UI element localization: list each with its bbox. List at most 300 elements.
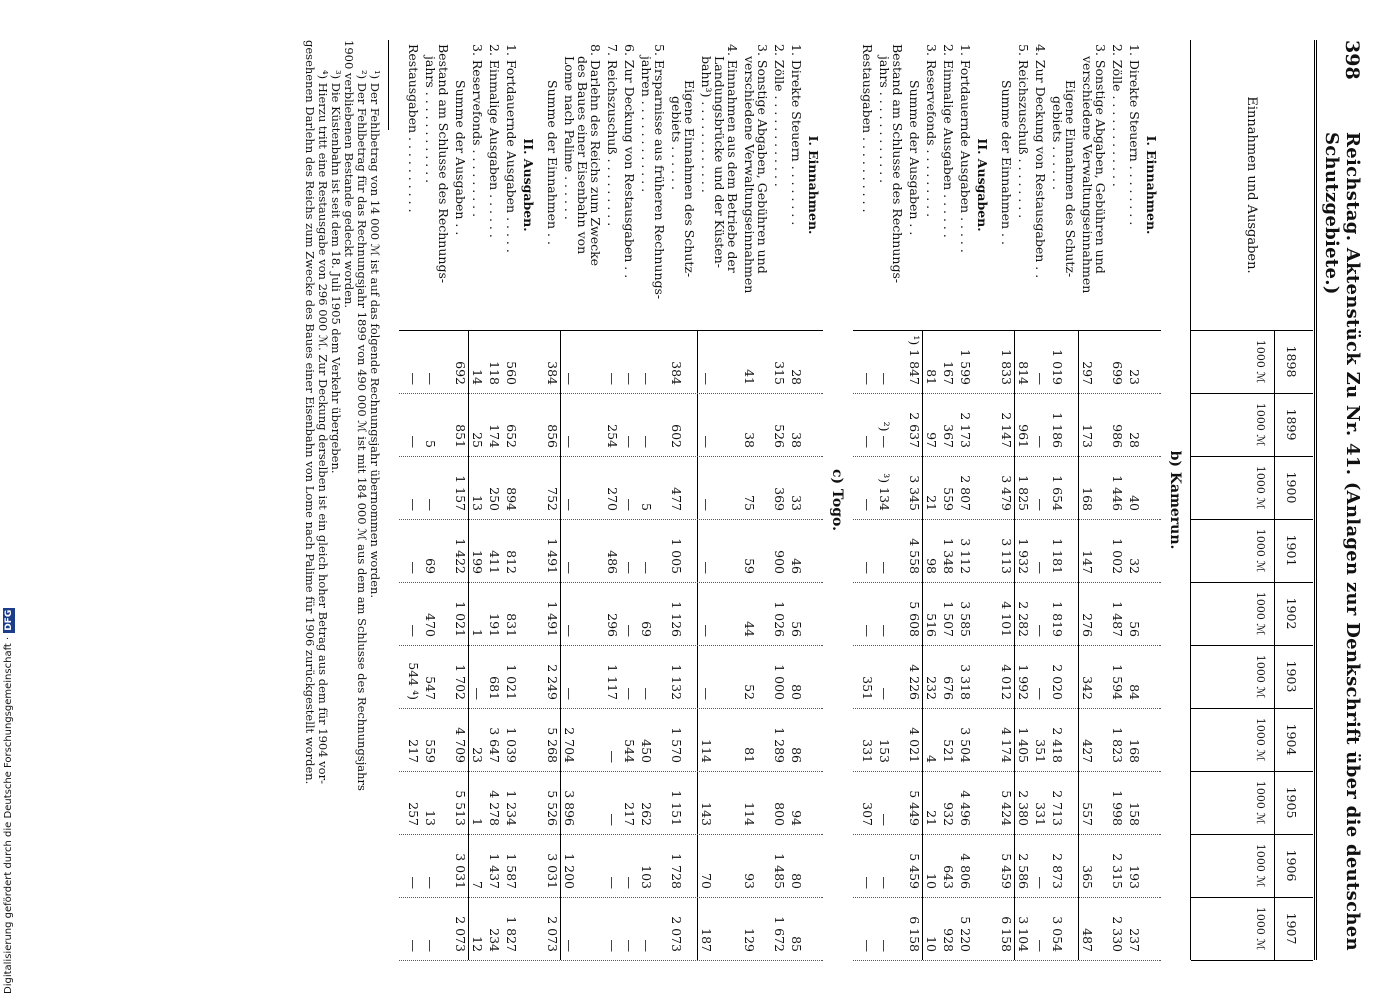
- table-cell: 129: [742, 928, 757, 952]
- table-cell: —: [406, 876, 421, 889]
- footnote-rule: [388, 40, 389, 130]
- column-rule: [853, 897, 1161, 898]
- table-cell: 307: [860, 802, 875, 826]
- column-rule: [853, 645, 1161, 646]
- header-column-rule: [1191, 519, 1313, 520]
- row-label: Summe der Ausgaben . .: [453, 80, 468, 236]
- year-header: 1903: [1284, 660, 1299, 693]
- table-cell: 75: [742, 495, 757, 511]
- table-cell: 2 873: [1050, 853, 1065, 889]
- table-cell: 1 002: [1110, 538, 1125, 574]
- credit-text: Digitalisierung gefördert durch die Deutsche Forschungsgemeinschaft ·: [3, 636, 14, 994]
- column-rule: [399, 393, 823, 394]
- table-cell: 521: [941, 739, 956, 763]
- unit-header: 1000 ℳ: [1254, 906, 1267, 951]
- table-cell: 602: [669, 424, 684, 448]
- table-cell: 3 113: [999, 538, 1014, 574]
- column-rule: [399, 771, 823, 772]
- table-cell: 59: [742, 558, 757, 574]
- table-cell: 1 998: [1110, 790, 1125, 826]
- table-cell: 234: [487, 928, 502, 952]
- row-label: bahn³) . . . . . . . . . . . .: [699, 56, 714, 193]
- row-label: 1. Fortdauernde Ausgaben . . . . .: [958, 44, 973, 253]
- table-cell: 1 825: [1016, 475, 1031, 511]
- footnote: 1900 verbliebenen Bestande gedeckt worden.: [342, 40, 356, 309]
- table-cell: 86: [789, 747, 804, 763]
- table-cell: 470: [423, 613, 438, 637]
- table-cell: —: [406, 498, 421, 511]
- table-cell: —: [423, 876, 438, 889]
- table-cell: —: [622, 687, 637, 700]
- table-cell: 1 487: [1110, 601, 1125, 637]
- column-rule: [399, 645, 823, 646]
- table-cell: 1 021: [504, 664, 519, 700]
- column-header: Einnahmen und Ausgaben.: [1244, 96, 1259, 274]
- row-label: 6. Zur Deckung von Restausgaben . .: [622, 44, 637, 279]
- table-cell: 814: [1016, 361, 1031, 385]
- table-cell: 1 157: [453, 475, 468, 511]
- block-heading: I. Einnahmen.: [1144, 135, 1159, 235]
- table-cell: 411: [487, 550, 502, 574]
- table-cell: 1: [470, 629, 485, 637]
- table-cell: 384: [669, 361, 684, 385]
- table-cell: 526: [772, 424, 787, 448]
- table-cell: 217: [622, 802, 637, 826]
- table-cell: 5 424: [999, 790, 1014, 826]
- table-cell: 21: [924, 495, 939, 511]
- row-label: 8. Darlehn des Reichs zum Zwecke: [588, 44, 603, 267]
- table-cell: 270: [605, 487, 620, 511]
- column-rule: [399, 708, 823, 709]
- table-cell: —: [860, 435, 875, 448]
- column-rule: [853, 960, 1161, 961]
- table-cell: 1 446: [1110, 475, 1125, 511]
- table-cell: 70: [699, 873, 714, 889]
- table-cell: 315: [772, 361, 787, 385]
- table-cell: 40: [1127, 495, 1142, 511]
- table-cell: 351: [860, 676, 875, 700]
- table-cell: 6 158: [907, 916, 922, 952]
- year-header: 1905: [1284, 786, 1299, 819]
- table-cell: —: [622, 561, 637, 574]
- row-label: 5. Reichszuschuß . . . . . . . .: [1016, 44, 1031, 219]
- table-cell: 1 833: [999, 349, 1014, 385]
- table-cell: 1 117: [605, 664, 620, 700]
- table-cell: —: [423, 939, 438, 952]
- table-cell: 557: [1080, 802, 1095, 826]
- table-cell: 3 031: [453, 853, 468, 889]
- table-cell: 28: [1127, 432, 1142, 448]
- table-cell: 2 147: [999, 412, 1014, 448]
- table-cell: 3 479: [999, 475, 1014, 511]
- table-cell: 1 992: [1016, 664, 1031, 700]
- table-cell: 2 249: [545, 664, 560, 700]
- table-cell: —: [877, 372, 892, 385]
- row-label: 2. Einmalige Ausgaben . . . . . .: [941, 44, 956, 238]
- table-cell: —: [562, 939, 577, 952]
- table-cell: 1 026: [772, 601, 787, 637]
- table-cell: 199: [470, 550, 485, 574]
- column-rule: [853, 330, 1161, 331]
- table-cell: 800: [772, 802, 787, 826]
- table-cell: 3 647: [487, 727, 502, 763]
- table-cell: 900: [772, 550, 787, 574]
- table-cell: 237: [1127, 928, 1142, 952]
- table-cell: —: [562, 687, 577, 700]
- table-cell: 1 570: [669, 727, 684, 763]
- column-rule: [399, 897, 823, 898]
- table-cell: —: [406, 561, 421, 574]
- table-cell: 25: [470, 432, 485, 448]
- table-cell: 23: [470, 747, 485, 763]
- table-cell: 69: [639, 621, 654, 637]
- table-cell: —: [860, 372, 875, 385]
- table-cell: ¹) 1 847: [907, 335, 922, 385]
- table-cell: —: [877, 624, 892, 637]
- table-cell: —: [699, 435, 714, 448]
- table-cell: —: [1033, 624, 1048, 637]
- table-cell: 812: [504, 550, 519, 574]
- table-cell: 2 713: [1050, 790, 1065, 826]
- table-cell: 257: [406, 802, 421, 826]
- table-cell: 174: [487, 424, 502, 448]
- table-cell: 118: [487, 361, 502, 385]
- table-cell: 167: [941, 361, 956, 385]
- table-cell: 1 932: [1016, 538, 1031, 574]
- table-cell: 486: [605, 550, 620, 574]
- column-rule: [853, 456, 1161, 457]
- table-cell: 56: [1127, 621, 1142, 637]
- table-cell: 1 672: [772, 916, 787, 952]
- table-cell: 56: [789, 621, 804, 637]
- table-cell: 4 278: [487, 790, 502, 826]
- table-cell: —: [423, 498, 438, 511]
- table-cell: 3 345: [907, 475, 922, 511]
- row-label: Lome nach Palime . . . . . .: [562, 56, 577, 220]
- table-cell: 477: [669, 487, 684, 511]
- table-cell: —: [699, 687, 714, 700]
- row-label: Bestand am Schlusse des Rechnungs-: [436, 44, 451, 284]
- row-label: 1. Direkte Steuern . . . . . . . .: [1127, 44, 1142, 226]
- table-cell: 752: [545, 487, 560, 511]
- table-cell: —: [860, 561, 875, 574]
- table-cell: 143: [699, 802, 714, 826]
- row-label: 3. Reservefonds . . . . . . . . .: [470, 44, 485, 218]
- table-cell: —: [860, 624, 875, 637]
- table-cell: —: [860, 498, 875, 511]
- unit-header: 1000 ℳ: [1254, 843, 1267, 888]
- table-cell: 81: [924, 369, 939, 385]
- table-cell: 560: [504, 361, 519, 385]
- header-column-rule: [1191, 771, 1313, 772]
- unit-header: 1000 ℳ: [1254, 528, 1267, 573]
- table-cell: —: [1033, 687, 1048, 700]
- table-cell: 38: [789, 432, 804, 448]
- table-cell: —: [406, 624, 421, 637]
- table-cell: —: [877, 813, 892, 826]
- table-cell: 369: [772, 487, 787, 511]
- table-cell: 52: [742, 684, 757, 700]
- row-label: Eigene Einnahmen des Schutz-: [1063, 80, 1078, 278]
- table-cell: 5 459: [999, 853, 1014, 889]
- table-cell: 1 126: [669, 601, 684, 637]
- table-cell: 699: [1110, 361, 1125, 385]
- unit-header: 1000 ℳ: [1254, 465, 1267, 510]
- table-cell: 1 491: [545, 601, 560, 637]
- table-cell: 4 021: [907, 727, 922, 763]
- column-rule: [853, 519, 1161, 520]
- table-cell: 2 418: [1050, 727, 1065, 763]
- table-cell: ³) 134: [877, 473, 892, 511]
- table-cell: 692: [453, 361, 468, 385]
- header-column-rule: [1191, 960, 1313, 961]
- table-cell: 1 132: [669, 664, 684, 700]
- table-cell: 232: [924, 676, 939, 700]
- table-cell: 4 012: [999, 664, 1014, 700]
- table-cell: —: [877, 561, 892, 574]
- table-cell: 296: [605, 613, 620, 637]
- table-cell: 2 380: [1016, 790, 1031, 826]
- row-label: jahrs . . . . . . . . . . . .: [877, 56, 892, 184]
- header-column-rule: [1191, 456, 1313, 457]
- table-cell: 193: [1127, 865, 1142, 889]
- table-cell: 44: [742, 621, 757, 637]
- table-cell: 191: [487, 613, 502, 637]
- table-cell: 153: [877, 739, 892, 763]
- row-label: 7. Reichszuschuß . . . . . . . . .: [605, 44, 620, 227]
- table-cell: 5 526: [545, 790, 560, 826]
- table-cell: 94: [789, 810, 804, 826]
- unit-header: 1000 ℳ: [1254, 339, 1267, 384]
- table-cell: 559: [941, 487, 956, 511]
- year-header: 1898: [1284, 345, 1299, 378]
- row-label: Summe der Einnahmen . .: [545, 80, 560, 245]
- row-label: Restausgaben . . . . . . . . . .: [860, 44, 875, 213]
- table-cell: 158: [1127, 802, 1142, 826]
- table-cell: 297: [1080, 361, 1095, 385]
- table-cell: 1 823: [1110, 727, 1125, 763]
- table-cell: 4 709: [453, 727, 468, 763]
- table-cell: 4 174: [999, 727, 1014, 763]
- table-cell: 1 289: [772, 727, 787, 763]
- row-label: 3. Sonstige Abgaben, Gebühren und: [1093, 44, 1108, 274]
- table-cell: 2 173: [958, 412, 973, 448]
- table-cell: 1 702: [453, 664, 468, 700]
- block-heading: II. Ausgaben.: [521, 138, 536, 232]
- row-label: gebiets . . . . . .: [1050, 96, 1065, 190]
- row-label: gebiets . . . . . .: [669, 96, 684, 190]
- row-label: verschiedene Verwaltungseinnahmen: [742, 56, 757, 294]
- table-cell: 367: [941, 424, 956, 448]
- column-rule: [399, 960, 823, 961]
- table-cell: 3 318: [958, 664, 973, 700]
- table-cell: 2 073: [453, 916, 468, 952]
- year-header: 1899: [1284, 408, 1299, 441]
- table-cell: —: [1033, 435, 1048, 448]
- unit-header: 1000 ℳ: [1254, 780, 1267, 825]
- row-label: des Baues einer Eisenbahn von: [575, 56, 590, 255]
- table-cell: ²) —: [877, 421, 892, 448]
- table-cell: —: [605, 372, 620, 385]
- row-label: 4. Zur Deckung von Restausgaben . .: [1033, 44, 1048, 279]
- table-cell: 1 827: [504, 916, 519, 952]
- row-label: 1. Fortdauernde Ausgaben . . . . .: [504, 44, 519, 253]
- table-cell: 1 151: [669, 790, 684, 826]
- table-cell: 80: [789, 684, 804, 700]
- header-bottom-rule: [1190, 40, 1191, 960]
- table-cell: —: [622, 372, 637, 385]
- table-cell: 3 896: [562, 790, 577, 826]
- year-header: 1901: [1284, 534, 1299, 567]
- table-cell: 28: [789, 369, 804, 385]
- table-cell: —: [1033, 939, 1048, 952]
- column-rule: [399, 330, 823, 331]
- table-cell: 516: [924, 613, 939, 637]
- table-cell: 32: [1127, 558, 1142, 574]
- table-cell: 4 806: [958, 853, 973, 889]
- table-cell: 928: [941, 928, 956, 952]
- table-cell: —: [605, 876, 620, 889]
- table-cell: —: [877, 876, 892, 889]
- table-cell: 3 585: [958, 601, 973, 637]
- row-label: Bestand am Schlusse des Rechnungs-: [890, 44, 905, 284]
- block-heading: I. Einnahmen.: [806, 135, 821, 235]
- table-cell: 147: [1080, 550, 1095, 574]
- table-cell: 4 496: [958, 790, 973, 826]
- year-header: 1906: [1284, 849, 1299, 882]
- table-cell: 547: [423, 676, 438, 700]
- table-cell: 1 186: [1050, 412, 1065, 448]
- unit-header: 1000 ℳ: [1254, 717, 1267, 762]
- table-cell: —: [406, 372, 421, 385]
- table-cell: —: [605, 939, 620, 952]
- table-cell: 681: [487, 676, 502, 700]
- table-cell: —: [639, 687, 654, 700]
- table-cell: 351: [1033, 739, 1048, 763]
- table-cell: 2 315: [1110, 853, 1125, 889]
- column-rule: [853, 708, 1161, 709]
- table-cell: 3 104: [1016, 916, 1031, 952]
- section-title: b) Kamerun.: [1167, 450, 1183, 550]
- table-cell: 1 039: [504, 727, 519, 763]
- table-cell: 487: [1080, 928, 1095, 952]
- table-cell: 3 054: [1050, 916, 1065, 952]
- table-cell: —: [470, 687, 485, 700]
- table-cell: 1 485: [772, 853, 787, 889]
- unit-header: 1000 ℳ: [1254, 654, 1267, 699]
- table-cell: 250: [487, 487, 502, 511]
- column-rule: [853, 834, 1161, 835]
- table-cell: 384: [545, 361, 560, 385]
- table-cell: —: [605, 750, 620, 763]
- table-cell: —: [699, 561, 714, 574]
- table-cell: —: [1033, 372, 1048, 385]
- table-cell: 114: [699, 739, 714, 763]
- table-cell: —: [605, 813, 620, 826]
- table-cell: 932: [941, 802, 956, 826]
- table-cell: —: [639, 435, 654, 448]
- row-label: 1. Direkte Steuern . . . . . . . .: [789, 44, 804, 226]
- year-header: 1907: [1284, 912, 1299, 945]
- table-cell: 894: [504, 487, 519, 511]
- table-cell: 331: [860, 739, 875, 763]
- table-cell: 1 491: [545, 538, 560, 574]
- table-cell: 14: [470, 369, 485, 385]
- table-cell: 12: [470, 936, 485, 952]
- table-cell: 7: [470, 881, 485, 889]
- table-cell: 1 000: [772, 664, 787, 700]
- table-cell: 2 282: [1016, 601, 1031, 637]
- table-cell: 2 330: [1110, 916, 1125, 952]
- footnote: ¹) Der Fehlbetrag von 14 000 ℳ ist auf das folgende Rechnungsjahr übernommen worden.: [368, 70, 382, 599]
- table-cell: 23: [1127, 369, 1142, 385]
- table-cell: —: [406, 939, 421, 952]
- table-cell: 1 819: [1050, 601, 1065, 637]
- table-cell: 6 158: [999, 916, 1014, 952]
- table-cell: 1 021: [453, 601, 468, 637]
- table-cell: —: [622, 498, 637, 511]
- table-cell: —: [699, 372, 714, 385]
- table-cell: 5 459: [907, 853, 922, 889]
- table-cell: —: [860, 939, 875, 952]
- table-cell: 342: [1080, 676, 1095, 700]
- row-label: jahren . . . . . . . . . . . .: [639, 56, 654, 193]
- table-cell: 114: [742, 802, 757, 826]
- year-header: 1904: [1284, 723, 1299, 756]
- year-header: 1902: [1284, 597, 1299, 630]
- table-cell: 2 020: [1050, 664, 1065, 700]
- table-cell: —: [562, 435, 577, 448]
- table-cell: 13: [423, 810, 438, 826]
- row-label: Landungsbrücke und der Küsten-: [712, 56, 727, 268]
- table-cell: —: [562, 498, 577, 511]
- table-cell: 5: [639, 503, 654, 511]
- table-cell: —: [877, 939, 892, 952]
- table-cell: —: [699, 498, 714, 511]
- page-title: Reichstag. Aktenstück Zu Nr. 41. (Anlagen zur Denkschrift über die deutschen Schutzgebiete.): [1321, 132, 1363, 951]
- table-cell: 81: [742, 747, 757, 763]
- table-cell: 1 019: [1050, 349, 1065, 385]
- table-cell: —: [622, 876, 637, 889]
- unit-header: 1000 ℳ: [1254, 402, 1267, 447]
- row-label: Summe der Einnahmen . .: [999, 80, 1014, 245]
- table-cell: 173: [1080, 424, 1095, 448]
- table-cell: 450: [639, 739, 654, 763]
- table-cell: —: [622, 435, 637, 448]
- table-cell: 1 348: [941, 538, 956, 574]
- header-column-rule: [1191, 708, 1313, 709]
- table-cell: 1 728: [669, 853, 684, 889]
- table-cell: 831: [504, 613, 519, 637]
- table-cell: 33: [789, 495, 804, 511]
- table-cell: 85: [789, 936, 804, 952]
- block-heading: II. Ausgaben.: [975, 138, 990, 232]
- table-cell: 80: [789, 873, 804, 889]
- header-column-rule: [1191, 330, 1313, 331]
- table-cell: 21: [924, 810, 939, 826]
- table-cell: 4: [924, 755, 939, 763]
- column-rule: [399, 456, 823, 457]
- table-cell: —: [423, 372, 438, 385]
- table-cell: 1 200: [562, 853, 577, 889]
- table-cell: 5 449: [907, 790, 922, 826]
- table-cell: 3 031: [545, 853, 560, 889]
- table-cell: 331: [1033, 802, 1048, 826]
- table-cell: 84: [1127, 684, 1142, 700]
- table-cell: 69: [423, 558, 438, 574]
- row-label: verschiedene Verwaltungseinnahmen: [1080, 56, 1095, 294]
- table-cell: 365: [1080, 865, 1095, 889]
